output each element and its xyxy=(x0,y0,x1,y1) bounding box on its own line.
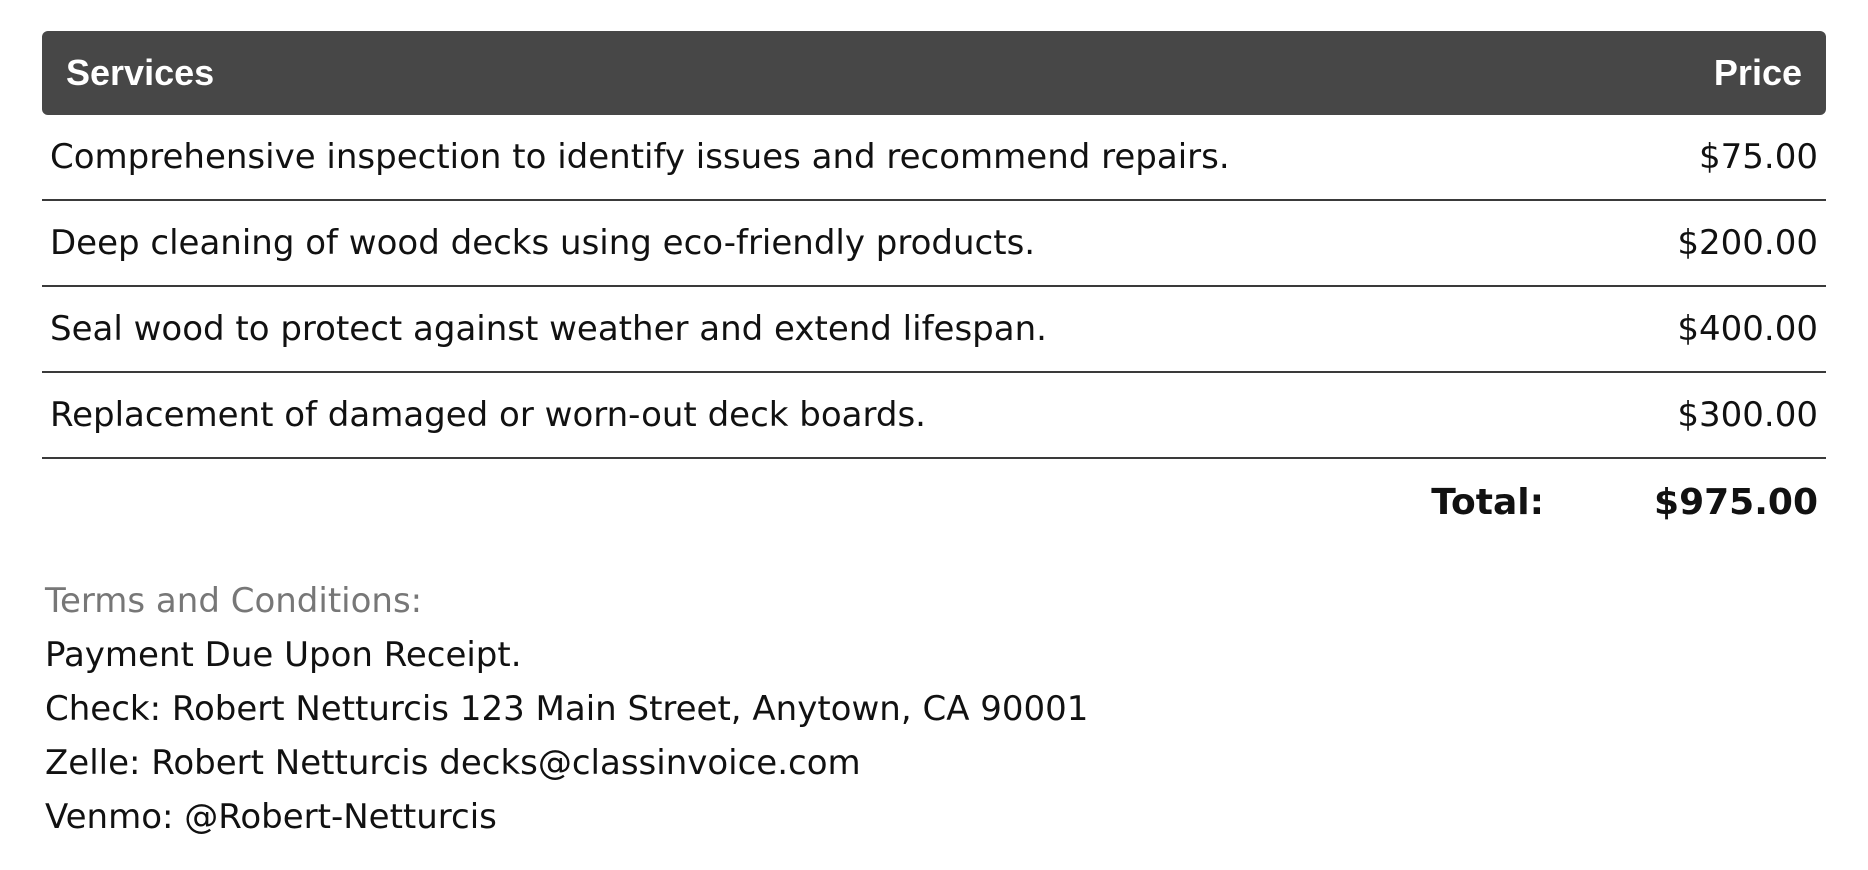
table-row xyxy=(42,201,1826,287)
zelle-payment-line: Zelle: Robert Netturcis decks@classinvoice.com xyxy=(45,743,861,783)
service-description: Replacement of damaged or worn-out deck boards. xyxy=(50,395,926,435)
service-price: $200.00 xyxy=(1677,223,1818,263)
service-price: $75.00 xyxy=(1699,137,1818,177)
total-row xyxy=(42,459,1826,545)
check-payment-line: Check: Robert Netturcis 123 Main Street, Anytown, CA 90001 xyxy=(45,689,1089,729)
table-row xyxy=(42,115,1826,201)
payment-terms-line: Payment Due Upon Receipt. xyxy=(45,635,522,675)
table-row xyxy=(42,373,1826,459)
services-column-header: Services xyxy=(66,52,215,93)
service-description: Seal wood to protect against weather and extend lifespan. xyxy=(50,309,1047,349)
price-column-header: Price xyxy=(1713,52,1802,93)
total-label: Total: xyxy=(1431,481,1545,523)
venmo-payment-line: Venmo: @Robert-Netturcis xyxy=(45,797,497,837)
service-price: $300.00 xyxy=(1677,395,1818,435)
terms-and-conditions xyxy=(45,574,1088,844)
terms-heading: Terms and Conditions: xyxy=(45,581,423,621)
total-value: $975.00 xyxy=(1654,481,1818,523)
services-table xyxy=(42,31,1826,545)
table-header xyxy=(42,31,1826,115)
service-description: Comprehensive inspection to identify issues and recommend repairs. xyxy=(50,137,1230,177)
table-row xyxy=(42,287,1826,373)
service-price: $400.00 xyxy=(1677,309,1818,349)
service-description: Deep cleaning of wood decks using eco-friendly products. xyxy=(50,223,1036,263)
